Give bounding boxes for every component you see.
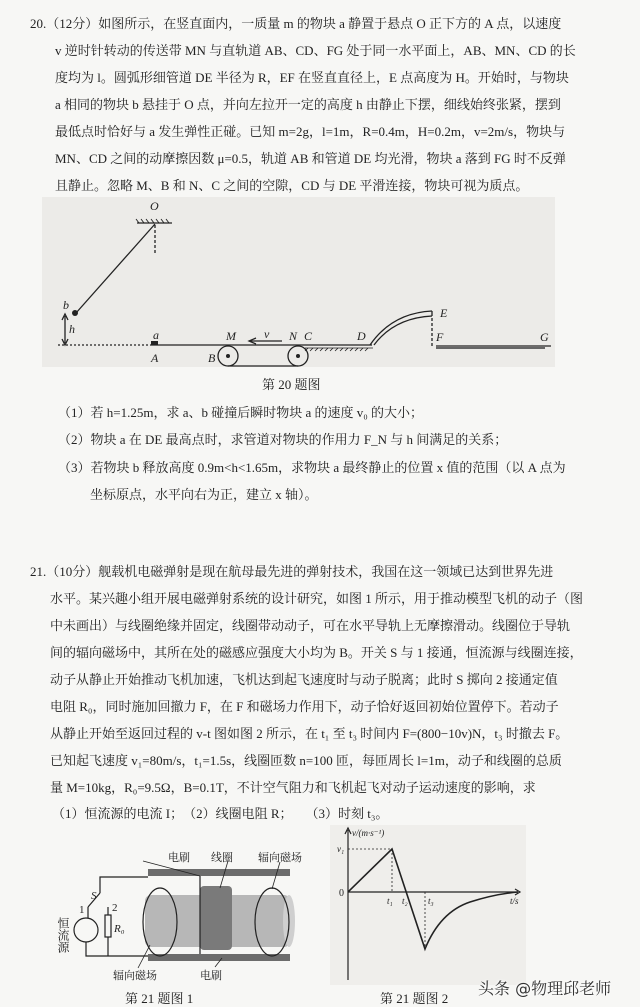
- watermark: 头条 @物理邱老师: [478, 979, 612, 998]
- label-brush-bottom: 电刷: [200, 970, 222, 982]
- label-t2: t₂: [402, 896, 408, 906]
- label-N: N: [289, 329, 298, 343]
- label-switch: S: [91, 890, 97, 902]
- label-E: E: [440, 306, 448, 320]
- label-v1: v₁: [337, 844, 345, 854]
- label-G: G: [540, 330, 549, 344]
- label-v: v: [264, 327, 270, 341]
- label-R0: R₀: [114, 923, 125, 935]
- q21-line: 动子从静止开始推动飞机加速，飞机达到起飞速度时与动子脱离；此时 S 掷向 2 接通定值: [50, 672, 558, 687]
- label-pos2: 2: [112, 902, 118, 914]
- label-b: b: [63, 298, 69, 312]
- label-A: A: [151, 351, 159, 365]
- figure-20-caption: 第 20 题图: [262, 377, 321, 392]
- label-t1: t₁: [387, 896, 393, 906]
- figure-21-1-caption: 第 21 题图 1: [125, 991, 194, 1006]
- label-field-bottom: 辐向磁场: [113, 970, 157, 982]
- label-O: O: [150, 199, 159, 213]
- label-field-top: 辐向磁场: [258, 852, 302, 864]
- q20-subquestion-3: （3）若物块 b 释放高度 0.9m<h<1.65m，求物块 a 最终静止的位置 x 值的范围（以 A 点为: [58, 460, 566, 475]
- label-pos1: 1: [79, 904, 85, 916]
- label-coil: 线圈: [211, 852, 233, 864]
- q20-line: 且静止。忽略 M、B 和 N、C 之间的空隙，CD 与 DE 平滑连接，物块可视为质点。: [55, 178, 529, 193]
- figure-21-2-caption: 第 21 题图 2: [380, 991, 449, 1006]
- q20-line: MN、CD 之间的动摩擦因数 μ=0.5，轨道 AB 和管道 DE 均光滑，物块 a 落到 FG 时不反弹: [55, 151, 566, 166]
- label-t-axis: t/s: [510, 896, 519, 906]
- q20-line: v 逆时针转动的传送带 MN 与直轨道 AB、CD、FG 处于同一水平面上，AB、MN、CD 的长: [55, 43, 576, 58]
- label-C: C: [304, 329, 313, 343]
- label-B: B: [208, 351, 216, 365]
- q20-subquestion-3-cont: 坐标原点，水平向右为正，建立 x 轴）。: [90, 487, 318, 502]
- q20-line: 度均为 l。圆弧形细管道 DE 半径为 R，EF 在竖直直径上，E 点高度为 H。开始时，与物块: [55, 70, 569, 85]
- label-h: h: [69, 322, 75, 336]
- q21-line: 间的辐向磁场中，其所在处的磁感应强度大小均为 B。开关 S 与 1 接通，恒流源与线圈连接，: [50, 645, 583, 660]
- q20-line: a 相同的物块 b 悬挂于 O 点，并向左拉开一定的高度 h 由静止下摆，细线始终张紧，摆到: [55, 97, 561, 112]
- label-a: a: [153, 328, 159, 342]
- label-origin: 0: [339, 888, 344, 899]
- q21-line: 量 M=10kg，R₀=9.5Ω，B=0.1T，不计空气阻力和飞机起飞对动子运动速度的影响，求: [50, 780, 536, 795]
- q21-line: 水平。某兴趣小组开展电磁弹射系统的设计研究，如图 1 所示，用于推动模型飞机的动子（图: [50, 591, 584, 606]
- q21-subquestions: （1）恒流源的电流 I； （2）线圈电阻 R； （3）时刻 t₃。: [52, 806, 389, 821]
- q21-line: 21.（10分）舰载机电磁弹射是现在航母最先进的弹射技术，我国在这一领域已达到世界先进: [30, 564, 554, 579]
- label-brush-top: 电刷: [168, 852, 190, 864]
- label-F: F: [436, 330, 444, 344]
- label-t3: t₃: [428, 896, 434, 906]
- q20-line: 最低点时恰好与 a 发生弹性正碰。已知 m=2g，l=1m，R=0.4m，H=0.2m，v=2m/s，物块与: [55, 124, 566, 139]
- q21-line: 电阻 R₀，同时施加回撤力 F，在 F 和磁场力作用下，动子恰好返回初始位置停下。若动子: [50, 699, 559, 714]
- label-source: 恒流源: [56, 917, 70, 953]
- q20-subquestion-2: （2）物块 a 在 DE 最高点时，求管道对物块的作用力 F_N 与 h 间满足的关系；: [58, 432, 508, 447]
- label-v-axis: v/(m·s⁻¹): [352, 828, 385, 838]
- q20-line: 20.（12分）如图所示，在竖直面内，一质量 m 的物块 a 静置于悬点 O 正下方的 A 点，以速度: [30, 16, 562, 31]
- q21-line: 已知起飞速度 v₁=80m/s，t₁=1.5s，线圈匝数 n=100 匝，每匝周长 l=1m，动子和线圈的总质: [50, 753, 562, 768]
- label-D: D: [357, 329, 366, 343]
- q20-subquestion-1: （1）若 h=1.25m，求 a、b 碰撞后瞬时物块 a 的速度 v₀ 的大小；: [58, 405, 424, 420]
- q21-line: 中未画出）与线圈绝缘并固定，线圈带动动子，可在水平导轨上无摩擦滑动。线圈位于导轨: [50, 618, 571, 633]
- label-M: M: [226, 329, 236, 343]
- q21-line: 从静止开始至返回过程的 v-t 图如图 2 所示，在 t₁ 至 t₃ 时间内 F=(800−10v)N，t₃ 时撤去 F。: [50, 726, 569, 741]
